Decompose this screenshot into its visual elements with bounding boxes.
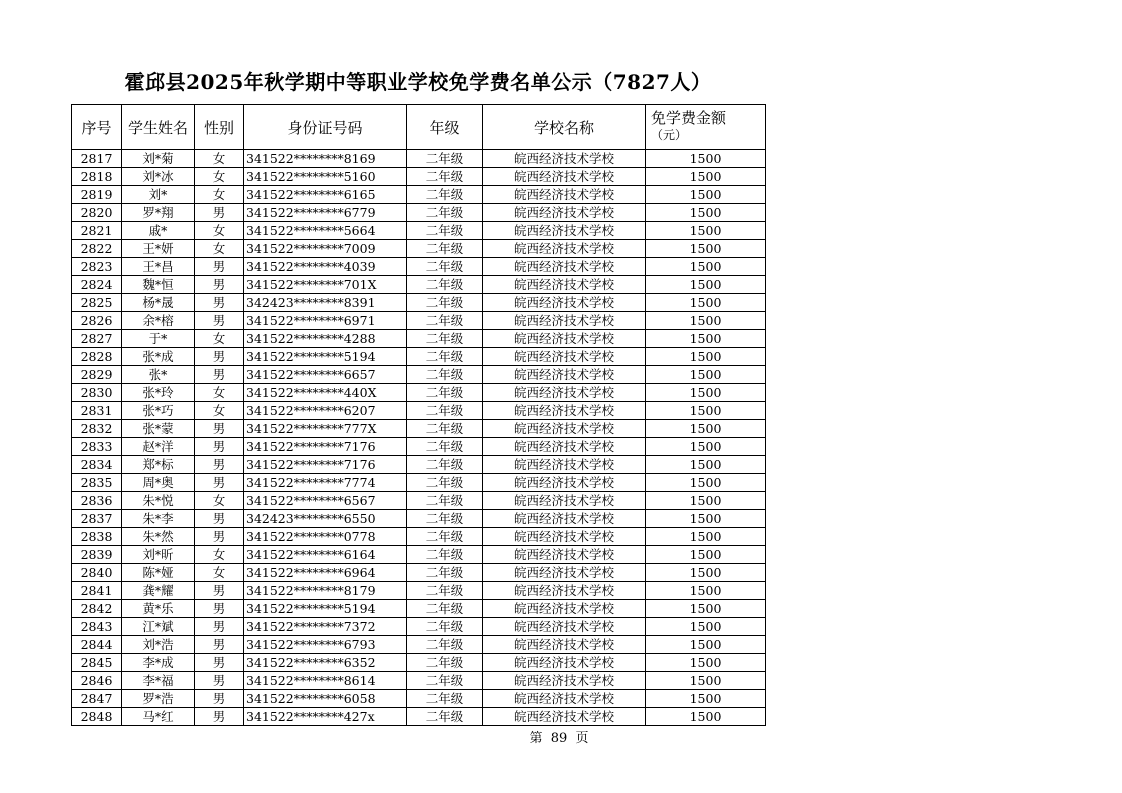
cell-school: 皖西经济技术学校: [483, 168, 646, 186]
table-row: [72, 510, 766, 528]
cell-grade: 二年级: [407, 690, 483, 708]
table-row: [72, 294, 766, 312]
cell-amount: 1500: [646, 636, 766, 654]
cell-amount: 1500: [646, 438, 766, 456]
cell-name: 罗*浩: [122, 690, 195, 708]
cell-amount: 1500: [646, 366, 766, 384]
cell-school: 皖西经济技术学校: [483, 186, 646, 204]
cell-grade: 二年级: [407, 150, 483, 168]
table-row: [72, 240, 766, 258]
cell-school: 皖西经济技术学校: [483, 528, 646, 546]
cell-grade: 二年级: [407, 348, 483, 366]
cell-id-number: 341522********6971: [244, 312, 407, 330]
cell-name: 于*: [122, 330, 195, 348]
table-row: [72, 312, 766, 330]
cell-amount: 1500: [646, 582, 766, 600]
cell-name: 杨*晟: [122, 294, 195, 312]
table-row: [72, 438, 766, 456]
cell-school: 皖西经济技术学校: [483, 438, 646, 456]
cell-grade: 二年级: [407, 222, 483, 240]
table-row: [72, 474, 766, 492]
cell-grade: 二年级: [407, 294, 483, 312]
cell-school: 皖西经济技术学校: [483, 366, 646, 384]
cell-gender: 女: [195, 384, 244, 402]
cell-grade: 二年级: [407, 366, 483, 384]
cell-seq: 2846: [72, 672, 122, 690]
cell-seq: 2844: [72, 636, 122, 654]
cell-id-number: 341522********7774: [244, 474, 407, 492]
cell-seq: 2818: [72, 168, 122, 186]
cell-gender: 男: [195, 276, 244, 294]
cell-seq: 2824: [72, 276, 122, 294]
cell-seq: 2838: [72, 528, 122, 546]
table-row: [72, 456, 766, 474]
table-row: [72, 276, 766, 294]
cell-seq: 2848: [72, 708, 122, 726]
cell-amount: 1500: [646, 240, 766, 258]
cell-school: 皖西经济技术学校: [483, 708, 646, 726]
cell-name: 刘*菊: [122, 150, 195, 168]
cell-amount: 1500: [646, 528, 766, 546]
cell-name: 龚*耀: [122, 582, 195, 600]
cell-grade: 二年级: [407, 258, 483, 276]
cell-gender: 男: [195, 528, 244, 546]
cell-school: 皖西经济技术学校: [483, 222, 646, 240]
table-row: [72, 402, 766, 420]
table-header: [72, 105, 766, 150]
cell-seq: 2817: [72, 150, 122, 168]
cell-name: 马*红: [122, 708, 195, 726]
cell-gender: 女: [195, 240, 244, 258]
cell-amount: 1500: [646, 474, 766, 492]
cell-grade: 二年级: [407, 168, 483, 186]
cell-seq: 2841: [72, 582, 122, 600]
table-row: [72, 528, 766, 546]
cell-amount: 1500: [646, 510, 766, 528]
cell-id-number: 341522********6964: [244, 564, 407, 582]
table-body: [72, 150, 766, 726]
cell-grade: 二年级: [407, 528, 483, 546]
cell-id-number: 341522********6352: [244, 654, 407, 672]
cell-gender: 男: [195, 348, 244, 366]
cell-gender: 男: [195, 582, 244, 600]
cell-amount: 1500: [646, 690, 766, 708]
table-row: [72, 366, 766, 384]
cell-seq: 2835: [72, 474, 122, 492]
table-row: [72, 222, 766, 240]
header-seq: 序号: [72, 105, 122, 150]
cell-grade: 二年级: [407, 438, 483, 456]
cell-id-number: 341522********5160: [244, 168, 407, 186]
table-row: [72, 546, 766, 564]
cell-id-number: 341522********701X: [244, 276, 407, 294]
cell-name: 朱*李: [122, 510, 195, 528]
cell-id-number: 341522********5194: [244, 600, 407, 618]
cell-amount: 1500: [646, 708, 766, 726]
cell-seq: 2822: [72, 240, 122, 258]
cell-grade: 二年级: [407, 456, 483, 474]
table-row: [72, 582, 766, 600]
cell-id-number: 341522********6779: [244, 204, 407, 222]
cell-school: 皖西经济技术学校: [483, 546, 646, 564]
cell-name: 罗*翔: [122, 204, 195, 222]
cell-seq: 2834: [72, 456, 122, 474]
cell-school: 皖西经济技术学校: [483, 258, 646, 276]
cell-gender: 男: [195, 654, 244, 672]
cell-school: 皖西经济技术学校: [483, 384, 646, 402]
cell-id-number: 341522********8179: [244, 582, 407, 600]
cell-seq: 2840: [72, 564, 122, 582]
cell-amount: 1500: [646, 420, 766, 438]
cell-school: 皖西经济技术学校: [483, 564, 646, 582]
cell-amount: 1500: [646, 312, 766, 330]
cell-gender: 男: [195, 708, 244, 726]
cell-name: 周*奥: [122, 474, 195, 492]
cell-name: 朱*然: [122, 528, 195, 546]
cell-school: 皖西经济技术学校: [483, 240, 646, 258]
cell-seq: 2823: [72, 258, 122, 276]
cell-amount: 1500: [646, 402, 766, 420]
table-row: [72, 600, 766, 618]
cell-school: 皖西经济技术学校: [483, 204, 646, 222]
cell-id-number: 342423********6550: [244, 510, 407, 528]
table-row: [72, 618, 766, 636]
cell-grade: 二年级: [407, 708, 483, 726]
cell-grade: 二年级: [407, 546, 483, 564]
cell-school: 皖西经济技术学校: [483, 312, 646, 330]
cell-school: 皖西经济技术学校: [483, 654, 646, 672]
cell-school: 皖西经济技术学校: [483, 474, 646, 492]
cell-school: 皖西经济技术学校: [483, 600, 646, 618]
cell-grade: 二年级: [407, 204, 483, 222]
header-grade: 年级: [407, 105, 483, 150]
student-table: [71, 104, 766, 726]
header-amount: [646, 105, 766, 150]
cell-seq: 2831: [72, 402, 122, 420]
cell-school: 皖西经济技术学校: [483, 636, 646, 654]
cell-id-number: 341522********6793: [244, 636, 407, 654]
cell-school: 皖西经济技术学校: [483, 672, 646, 690]
cell-gender: 男: [195, 672, 244, 690]
cell-name: 李*福: [122, 672, 195, 690]
cell-gender: 女: [195, 564, 244, 582]
cell-id-number: 342423********8391: [244, 294, 407, 312]
cell-gender: 女: [195, 546, 244, 564]
cell-school: 皖西经济技术学校: [483, 150, 646, 168]
cell-school: 皖西经济技术学校: [483, 402, 646, 420]
header-amount-label: 免学费金额: [651, 109, 727, 127]
cell-id-number: 341522********6567: [244, 492, 407, 510]
cell-amount: 1500: [646, 456, 766, 474]
cell-grade: 二年级: [407, 510, 483, 528]
cell-gender: 男: [195, 366, 244, 384]
cell-name: 李*成: [122, 654, 195, 672]
cell-id-number: 341522********6657: [244, 366, 407, 384]
cell-id-number: 341522********4288: [244, 330, 407, 348]
table-row: [72, 708, 766, 726]
cell-seq: 2837: [72, 510, 122, 528]
cell-id-number: 341522********777X: [244, 420, 407, 438]
cell-school: 皖西经济技术学校: [483, 456, 646, 474]
cell-gender: 男: [195, 438, 244, 456]
cell-grade: 二年级: [407, 384, 483, 402]
header-row: [72, 105, 766, 150]
cell-gender: 男: [195, 510, 244, 528]
cell-school: 皖西经济技术学校: [483, 618, 646, 636]
cell-school: 皖西经济技术学校: [483, 582, 646, 600]
cell-seq: 2832: [72, 420, 122, 438]
cell-grade: 二年级: [407, 492, 483, 510]
cell-school: 皖西经济技术学校: [483, 330, 646, 348]
cell-school: 皖西经济技术学校: [483, 276, 646, 294]
cell-gender: 男: [195, 294, 244, 312]
cell-school: 皖西经济技术学校: [483, 348, 646, 366]
cell-grade: 二年级: [407, 420, 483, 438]
cell-amount: 1500: [646, 276, 766, 294]
cell-gender: 男: [195, 456, 244, 474]
cell-seq: 2829: [72, 366, 122, 384]
cell-grade: 二年级: [407, 636, 483, 654]
cell-name: 陈*娅: [122, 564, 195, 582]
cell-grade: 二年级: [407, 402, 483, 420]
cell-name: 江*斌: [122, 618, 195, 636]
cell-seq: 2833: [72, 438, 122, 456]
cell-amount: 1500: [646, 150, 766, 168]
cell-amount: 1500: [646, 258, 766, 276]
cell-seq: 2843: [72, 618, 122, 636]
cell-id-number: 341522********0778: [244, 528, 407, 546]
header-name: 学生姓名: [122, 105, 195, 150]
cell-grade: 二年级: [407, 330, 483, 348]
cell-seq: 2820: [72, 204, 122, 222]
table-row: [72, 204, 766, 222]
table-row: [72, 654, 766, 672]
page-number: 第 89 页: [529, 731, 589, 746]
cell-id-number: 341522********7176: [244, 438, 407, 456]
cell-name: 郑*标: [122, 456, 195, 474]
cell-gender: 男: [195, 204, 244, 222]
table-row: [72, 492, 766, 510]
table-row: [72, 330, 766, 348]
cell-school: 皖西经济技术学校: [483, 420, 646, 438]
cell-name: 朱*悦: [122, 492, 195, 510]
cell-id-number: 341522********8169: [244, 150, 407, 168]
table-row: [72, 384, 766, 402]
cell-seq: 2819: [72, 186, 122, 204]
cell-name: 赵*洋: [122, 438, 195, 456]
cell-amount: 1500: [646, 348, 766, 366]
cell-grade: 二年级: [407, 240, 483, 258]
cell-gender: 女: [195, 330, 244, 348]
cell-amount: 1500: [646, 186, 766, 204]
cell-grade: 二年级: [407, 276, 483, 294]
table-row: [72, 186, 766, 204]
cell-name: 魏*恒: [122, 276, 195, 294]
cell-name: 刘*冰: [122, 168, 195, 186]
cell-grade: 二年级: [407, 564, 483, 582]
cell-grade: 二年级: [407, 618, 483, 636]
cell-amount: 1500: [646, 168, 766, 186]
cell-amount: 1500: [646, 222, 766, 240]
table-row: [72, 564, 766, 582]
cell-name: 刘*浩: [122, 636, 195, 654]
cell-gender: 男: [195, 636, 244, 654]
page-title: 霍邱县2025年秋学期中等职业学校免学费名单公示（7827人）: [124, 70, 712, 94]
table-row: [72, 690, 766, 708]
cell-gender: 女: [195, 492, 244, 510]
cell-gender: 女: [195, 150, 244, 168]
cell-name: 张*: [122, 366, 195, 384]
header-id-number: 身份证号码: [244, 105, 407, 150]
cell-gender: 男: [195, 600, 244, 618]
cell-id-number: 341522********427x: [244, 708, 407, 726]
cell-id-number: 341522********6165: [244, 186, 407, 204]
cell-seq: 2827: [72, 330, 122, 348]
cell-amount: 1500: [646, 618, 766, 636]
cell-grade: 二年级: [407, 654, 483, 672]
cell-amount: 1500: [646, 330, 766, 348]
cell-id-number: 341522********6058: [244, 690, 407, 708]
cell-school: 皖西经济技术学校: [483, 492, 646, 510]
cell-seq: 2826: [72, 312, 122, 330]
cell-name: 张*成: [122, 348, 195, 366]
table-row: [72, 168, 766, 186]
cell-gender: 女: [195, 222, 244, 240]
cell-gender: 女: [195, 402, 244, 420]
cell-seq: 2821: [72, 222, 122, 240]
cell-grade: 二年级: [407, 186, 483, 204]
cell-gender: 男: [195, 618, 244, 636]
cell-name: 黄*乐: [122, 600, 195, 618]
cell-seq: 2842: [72, 600, 122, 618]
cell-grade: 二年级: [407, 582, 483, 600]
cell-id-number: 341522********5664: [244, 222, 407, 240]
cell-id-number: 341522********7372: [244, 618, 407, 636]
table-row: [72, 420, 766, 438]
cell-grade: 二年级: [407, 474, 483, 492]
cell-seq: 2847: [72, 690, 122, 708]
cell-name: 张*玲: [122, 384, 195, 402]
cell-id-number: 341522********440X: [244, 384, 407, 402]
cell-name: 余*榕: [122, 312, 195, 330]
cell-amount: 1500: [646, 204, 766, 222]
cell-seq: 2825: [72, 294, 122, 312]
cell-id-number: 341522********7176: [244, 456, 407, 474]
cell-grade: 二年级: [407, 312, 483, 330]
cell-amount: 1500: [646, 564, 766, 582]
cell-id-number: 341522********7009: [244, 240, 407, 258]
cell-id-number: 341522********6207: [244, 402, 407, 420]
table-row: [72, 672, 766, 690]
cell-seq: 2830: [72, 384, 122, 402]
cell-seq: 2828: [72, 348, 122, 366]
cell-amount: 1500: [646, 384, 766, 402]
cell-gender: 男: [195, 690, 244, 708]
cell-gender: 男: [195, 312, 244, 330]
cell-amount: 1500: [646, 654, 766, 672]
header-amount-unit: （元）: [651, 128, 688, 142]
cell-name: 刘*昕: [122, 546, 195, 564]
cell-id-number: 341522********4039: [244, 258, 407, 276]
cell-name: 戚*: [122, 222, 195, 240]
cell-seq: 2836: [72, 492, 122, 510]
cell-grade: 二年级: [407, 672, 483, 690]
cell-seq: 2839: [72, 546, 122, 564]
cell-seq: 2845: [72, 654, 122, 672]
cell-gender: 女: [195, 186, 244, 204]
header-school: 学校名称: [483, 105, 646, 150]
cell-amount: 1500: [646, 294, 766, 312]
cell-amount: 1500: [646, 492, 766, 510]
cell-name: 王*妍: [122, 240, 195, 258]
cell-id-number: 341522********6164: [244, 546, 407, 564]
cell-gender: 男: [195, 258, 244, 276]
cell-amount: 1500: [646, 672, 766, 690]
table-row: [72, 258, 766, 276]
cell-name: 张*巧: [122, 402, 195, 420]
table-row: [72, 636, 766, 654]
cell-amount: 1500: [646, 600, 766, 618]
cell-grade: 二年级: [407, 600, 483, 618]
cell-name: 张*蒙: [122, 420, 195, 438]
cell-id-number: 341522********5194: [244, 348, 407, 366]
cell-gender: 女: [195, 168, 244, 186]
table-row: [72, 150, 766, 168]
cell-name: 刘*: [122, 186, 195, 204]
cell-id-number: 341522********8614: [244, 672, 407, 690]
table-row: [72, 348, 766, 366]
cell-gender: 男: [195, 474, 244, 492]
cell-school: 皖西经济技术学校: [483, 294, 646, 312]
cell-amount: 1500: [646, 546, 766, 564]
cell-name: 王*昌: [122, 258, 195, 276]
cell-school: 皖西经济技术学校: [483, 510, 646, 528]
cell-gender: 男: [195, 420, 244, 438]
cell-school: 皖西经济技术学校: [483, 690, 646, 708]
header-gender: 性别: [195, 105, 244, 150]
